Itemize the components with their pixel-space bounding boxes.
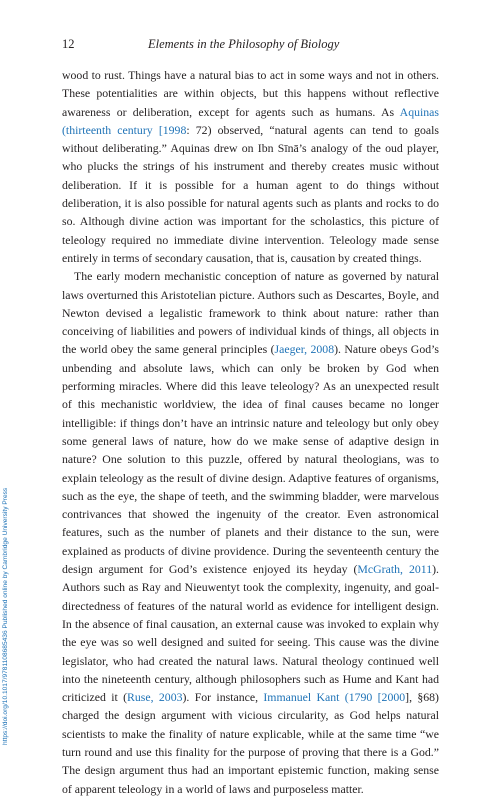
- paragraph-text: ], §68) charged the design argument with vicious circularity, as God helps natural scientists to make the finality of nature explicable, while at the same time “we turn round and use this finality for the purpose of proving that there is a God.” The design argument thus had an important epistemic function, making sense of apparent teleology in a world of laws and purposeless matter.: [62, 690, 439, 796]
- paragraph-text: The early modern mechanistic conception of nature as governed by natural laws overturned this Aristotelian picture. Authors such as Descartes, Boyle, and Newton devised a legalistic framework to think about nature: rather than conceiving of liabilities and powers of individual kinds of things, all objects in the world obey the same general principles (: [62, 269, 439, 357]
- citation-link-jaeger[interactable]: Jaeger, 2008: [274, 342, 335, 357]
- paragraph-text: ). Authors such as Ray and Nieuwentyt took the complexity, ingenuity, and goal-directedness of features of the natural world as evidence for intelligent design. In the absence of final causation, an external cause was invoked to explain why the eye was so well designed and suited for seeing. This cause was the divine legislator, who had created the natural laws. Natural theology continued well into the nineteenth century, although philosophers such as Hume and Kant had criticized it (: [62, 562, 439, 705]
- paragraph-text: : 72) observed, “natural agents can tend to goals without deliberating.” Aquinas drew on Ibn Sīnā’s analogy of the oud player, who plucks the strings of his instrument and thereby creates music without deliberation. If it is possible for a human agent to do things without deliberation, it is also possible for natural agents such as plants and rocks to do so. Although divine action was important for the scholastics, this picture of teleology required no immediate divine intervention. Teleology made sense entirely in terms of secondary causation, that is, causation by created things.: [62, 122, 439, 265]
- citation-link-mcgrath[interactable]: McGrath, 2011: [357, 562, 433, 577]
- page-number: 12: [62, 37, 75, 51]
- doi-sidebar: [1, 145, 11, 745]
- page-header: [62, 37, 440, 55]
- paragraph-text: wood to rust. Things have a natural bias to act in some ways and not in others. These potentialities are within objects, but this happens without reflective awareness or deliberation, except for agents such as humans. As: [62, 68, 439, 119]
- paragraph-1: [62, 66, 439, 267]
- citation-link-ruse[interactable]: Ruse, 2003: [127, 690, 183, 705]
- citation-link-kant[interactable]: Immanuel Kant (1790 [2000: [263, 690, 406, 705]
- paragraph-2: [62, 267, 439, 798]
- doi-link[interactable]: https://doi.org/10.1017/9781108685436: [2, 630, 9, 745]
- paragraph-text: ). For instance,: [182, 690, 264, 705]
- paragraph-text: ). Nature obeys God’s unbending and absolute laws, which can only be broken by God when performing miracles. Where did this leave teleology? As an unexpected result of this mechanistic worldview, the idea of final causes became no longer intelligible: if things don’t have an intrinsic nature and teleology but only obey some general laws of nature, how do we make sense of adaptive design in nature? One solution to this puzzle, offered by natural theologians, was to explain teleology as the result of divine design. Adaptive features of organisms, such as the eye, the shape of teeth, and the swimming bladder, were marvelous contrivances that showed the ingenuity of the creator. Even astronomical features, such as the number of planets and their distance to the sun, were explained as products of divine providence. During the seventeenth century the design argument for God’s existence enjoyed its heyday (: [62, 342, 439, 577]
- body-text: [62, 66, 439, 798]
- citation-link-aquinas[interactable]: Aquinas (thirteenth century [1998: [62, 104, 439, 137]
- running-head: Elements in the Philosophy of Biology: [148, 37, 340, 51]
- published-note: Published online by Cambridge University Press: [2, 487, 9, 631]
